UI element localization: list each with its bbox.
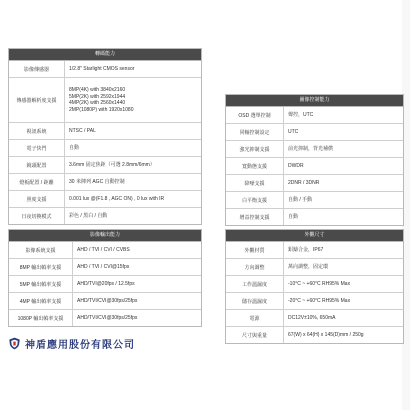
spec-value [73,293,201,309]
spec-value [73,310,201,326]
spec-row [9,61,201,78]
spec-label: OSD 選單控制 [226,107,284,123]
spec-value-line: UTC [288,128,299,135]
spec-row [226,175,403,192]
table-title: 外觀尺寸 [226,230,403,242]
spec-value [65,208,201,224]
spec-value [65,123,201,139]
footer [8,336,135,351]
spec-value [284,175,403,191]
company-name: 神盾應用股份有限公司 [25,340,135,351]
spec-label: 燈板配置 / 距離 [9,174,65,190]
spec-row [226,209,403,225]
spec-row [226,293,403,310]
spec-label: 5MP 輸出幀率支援 [9,276,73,292]
spec-row [9,310,201,326]
spec-label: 白平衡支援 [226,192,284,208]
spec-value-line: 彩色 / 黑白 / 自動 [69,212,108,219]
spec-value [284,141,403,157]
spec-value-line: DWDR [288,162,304,169]
spec-row [9,242,201,259]
spec-label: 外觀材質 [226,242,284,258]
spec-value [284,209,403,225]
spec-value-line: AHD / TVI / CVI / CVBS [77,246,130,253]
spec-row [9,140,201,157]
spec-label: 寬動態支援 [226,158,284,174]
spec-value [284,327,403,343]
spec-value-line: 自動 [69,144,80,151]
spec-value-line: AHD/TVI@20fps / 12.5fps [77,280,135,287]
spec-value [65,157,201,173]
spec-row [226,158,403,175]
spec-value-line: 3.6mm 固定焦距（可選 2.8mm/6mm） [69,161,155,168]
spec-value-line: DC12V±10%, 650mA [288,314,336,321]
spec-value [284,192,403,208]
spec-row [226,276,403,293]
spec-value-line: AHD/TVI/CVI@30fps/25fps [77,314,138,321]
table-appearance [225,229,404,344]
spec-label: 1080P 輸出幀率支援 [9,310,73,326]
spec-label: 增益控制支援 [226,209,284,225]
spec-label: 尺寸與重量 [226,327,284,343]
spec-value-line: 前光抑制，背光補償 [288,145,334,152]
spec-label: 照度支援 [9,191,65,207]
spec-row [226,107,403,124]
spec-value-line: 萬向調整，固定環 [288,263,329,270]
spec-row [9,123,201,140]
table-title: 影像輸出能力 [9,230,201,242]
shield-logo-icon [8,337,21,350]
spec-value [284,158,403,174]
spec-row [226,242,403,259]
spec-value [65,174,201,190]
spec-label: 強光抑制支援 [226,141,284,157]
spec-label: 視訊系統 [9,123,65,139]
spec-label: 同軸控制設定 [226,124,284,140]
spec-label: 工作溫濕度 [226,276,284,292]
spec-value [65,191,201,207]
spec-label: 影像傳感器 [9,61,65,77]
spec-value-line: 2DNR / 3DNR [288,179,320,186]
spec-value [73,276,201,292]
spec-value [284,124,403,140]
spec-value-line: AHD/TVI/CVI@30fps/25fps [77,297,138,304]
spec-row [9,276,201,293]
spec-row [226,141,403,158]
spec-value-line: AHD / TVI / CVI@15fps [77,263,130,270]
spec-value-line: 30 米陣列 AGC 自動控制 [69,178,125,185]
table-transcode [8,48,202,225]
table-title: 轉碼能力 [9,49,201,61]
spec-value-line: 自動 / 手動 [288,196,313,203]
table-video-output [8,229,202,327]
spec-value [65,78,201,122]
spec-label: 方向調整 [226,259,284,275]
spec-value [284,242,403,258]
spec-label: 電源 [226,310,284,326]
spec-row [226,327,403,343]
spec-value [284,293,403,309]
spec-value [73,259,201,275]
spec-row [226,259,403,276]
spec-value-line: -20°C ~ +60°C RH95% Max [288,297,351,304]
spec-value-line: 2MP(1080P) with 1920x1080 [69,106,134,113]
spec-row [9,174,201,191]
spec-value [284,276,403,292]
spec-value [73,242,201,258]
spec-row [9,191,201,208]
spec-value-line: 鋁鑄合金，IP67 [288,246,324,253]
spec-value-line: 1/2.8" Starlight CMOS sensor [69,65,135,72]
spec-value [284,310,403,326]
table-image-control [225,94,404,226]
spec-label: 傳感器解析度支援 [9,78,65,122]
spec-row [226,124,403,141]
spec-value-line: 5MP(2K) with 2592x1944 [69,93,126,100]
spec-row [9,208,201,224]
spec-value-line: 0.001 lux @(F1.8 , AGC ON) , 0 lux with IR [69,195,165,202]
spec-value-line: 67(W) x 64(H) x 145(D)mm / 250g [288,331,364,338]
spec-label: 電子快門 [9,140,65,156]
spec-row [226,310,403,327]
spec-value [284,107,403,123]
spec-value-line: NTSC / PAL [69,127,96,134]
spec-row [9,293,201,310]
spec-label: 4MP 輸出幀率支援 [9,293,73,309]
spec-value [284,259,403,275]
spec-row [9,157,201,174]
spec-row [226,192,403,209]
spec-value-line: 4MP(2K) with 2560x1440 [69,100,126,106]
spec-row [9,259,201,276]
spec-label: 8MP 輸出幀率支援 [9,259,73,275]
spec-label: 儲存溫濕度 [226,293,284,309]
table-title: 圖像控制能力 [226,95,403,107]
spec-label: 鏡頭配置 [9,157,65,173]
spec-value-line: 自動 [288,213,299,220]
spec-value [65,61,201,77]
spec-label: 影像系統支援 [9,242,73,258]
spec-value-line: -10°C ~ +60°C RH95% Max [288,280,351,287]
spec-value-line: 聲控，UTC [288,111,314,118]
spec-label: 降噪支援 [226,175,284,191]
spec-row [9,78,201,123]
spec-value-line: 8MP(4K) with 3840x2160 [69,87,126,93]
spec-value [65,140,201,156]
spec-label: 日夜切換模式 [9,208,65,224]
